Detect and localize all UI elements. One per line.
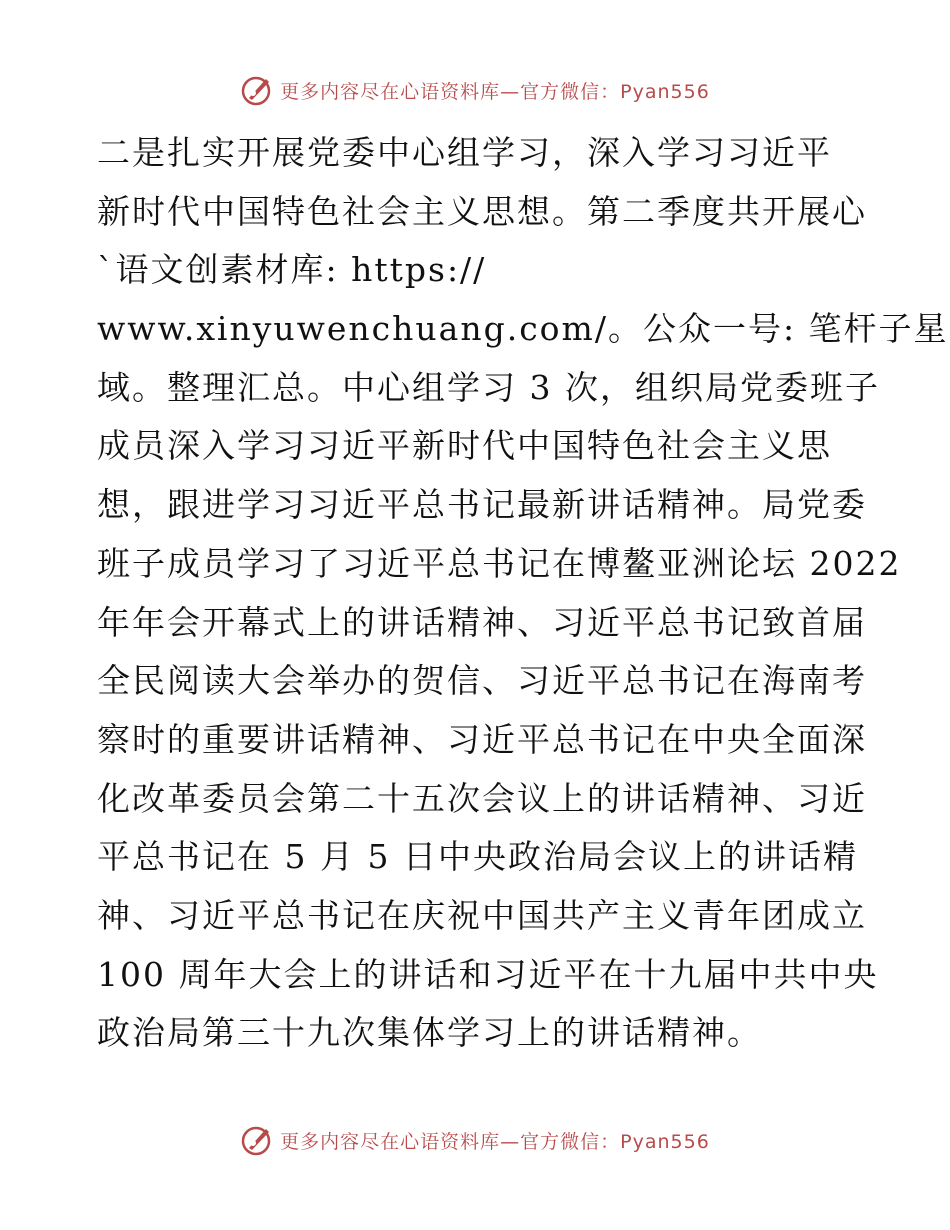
- body-line: 班子成员学习了习近平总书记在博鳌亚洲论坛 2022: [97, 543, 902, 583]
- body-line: 化改革委员会第二十五次会议上的讲话精神、习近: [97, 778, 867, 818]
- footer-watermark: [0, 1120, 950, 1160]
- footer-watermark-text: 更多内容尽在心语资料库—官方微信：Pyan556: [280, 1130, 710, 1153]
- body-line: 察时的重要讲话精神、习近平总书记在中央全面深: [97, 719, 867, 759]
- body-line: 二是扎实开展党委中心组学习，深入学习习近平: [97, 133, 832, 172]
- quill-pen-seal-icon: [240, 73, 274, 107]
- body-line: 成员深入学习习近平新时代中国特色社会主义思: [97, 426, 832, 466]
- body-line: 神、习近平总书记在庆祝中国共产主义青年团成立: [97, 895, 867, 935]
- body-line: 平总书记在 5 月 5 日中央政治局会议上的讲话精: [97, 837, 858, 877]
- document-body: [97, 124, 949, 1063]
- body-line: 域。整理汇总。中心组学习 3 次，组织局党委班子: [97, 367, 880, 407]
- header-watermark: [0, 70, 950, 110]
- quill-pen-seal-icon: [240, 1123, 274, 1157]
- body-line: 年年会开幕式上的讲话精神、习近平总书记致首届: [97, 602, 867, 642]
- header-watermark-text: 更多内容尽在心语资料库—官方微信：Pyan556: [280, 80, 710, 103]
- body-line: 新时代中国特色社会主义思想。第二季度共开展心: [97, 191, 867, 231]
- body-line: 政治局第三十九次集体学习上的讲话精神。: [97, 1013, 762, 1053]
- body-line: 全民阅读大会举办的贺信、习近平总书记在海南考: [97, 661, 867, 701]
- body-line: www.xinyuwenchuang.com/。公众一号: 笔杆子星: [97, 309, 949, 349]
- body-line: 100 周年大会上的讲话和习近平在十九届中共中央: [97, 954, 879, 994]
- body-line: 想，跟进学习习近平总书记最新讲话精神。局党委: [97, 485, 867, 525]
- body-line: `语文创素材库: https://: [97, 250, 487, 290]
